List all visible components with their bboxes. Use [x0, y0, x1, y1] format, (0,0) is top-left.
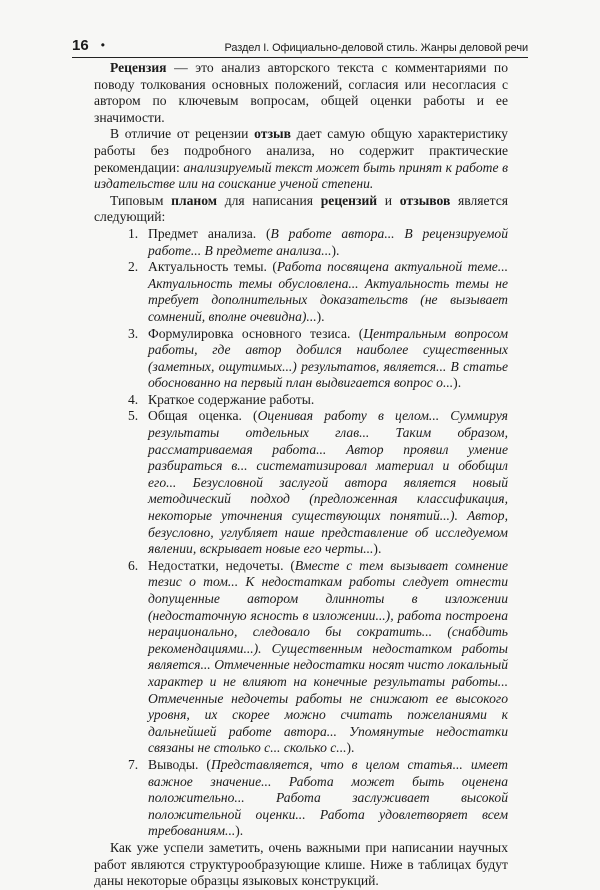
paragraph-review-definition: Рецензия — это анализ авторского текста с комментариями по поводу толкования основных положений, согласия или несогласия с автором по ключевым вопросам, общей оценки работы и ее значимости. [94, 60, 508, 125]
page-number: 16 [72, 37, 89, 54]
term-plan: планом [171, 192, 218, 208]
paragraph-conclusion: Как уже успели заметить, очень важными при написании научных работ являются структурообразующие клише. Ниже в таблицах будут даны некоторые образцы языковых конструкций. [94, 839, 508, 889]
list-item: 1. Предмет анализа. (В работе автора... В рецензируемой работе... В предмете анализа...). [128, 225, 508, 258]
header-bullet: • [100, 38, 105, 52]
paragraph-plan-intro: Типовым планом для написания рецензий и отзывов является следующий: [94, 192, 508, 225]
term-feedback: отзыв [254, 126, 291, 142]
list-item: 4. Краткое содержание работы. [128, 391, 315, 407]
term-reviews: рецензий [320, 192, 378, 208]
list-item: 2. Актуальность темы. (Работа посвящена актуальной теме... Актуальность темы обусловлена... Актуальность темы не требует дополнительных доказательств (не вызывает сомнений, вполне очевидна)...). [128, 259, 508, 324]
term-review: Рецензия [110, 60, 167, 75]
running-head: Раздел I. Официально-деловой стиль. Жанры деловой речи [224, 42, 528, 54]
list-item: 6. Недостатки, недочеты. (Вместе с тем вызывает сомнение тезис о том... К недостаткам работы следует отнести допущенные автором длинноты в изложении (недостаточную ясность в изложении...), работа построена нерационально, следовало бы сократить... (снабдить рекомендациями...). Существенным недостатком работы является... Отмеченные недостатки носят чисто локальный характер и не влияют на конечные результаты работы... Отмеченные недочеты работы не снижают ее высокого уровня, их скорее можно считать пожеланиями к дальнейшей работе автора... Упомянутые недостатки связаны не столько с... сколько с...). [128, 557, 509, 756]
list-item: 3. Формулировка основного тезиса. (Центральным вопросом работы, где автор добился наиболее существенных (заметных, ощутимых...) результатов, является... В статье обоснованно на первый план выдвигается вопрос о...). [128, 325, 509, 391]
list-item: 5. Общая оценка. (Оценивая работу в целом... Суммируя результаты отдельных глав... Таким образом, рассматриваемая работа... Автор проявил умение разбираться в... систематизировал материал и обобщил его... Безусловной заслугой автора является новый методический подход (предложенная классификация, некоторые уточнения существующих понятий...). Автор, безусловно, углубляет наше представление об исследуемом явлении, вскрывает новые его черты...). [128, 408, 508, 557]
list-item: 7. Выводы. (Представляется, что в целом статья... имеет важное значение... Работа может быть оценена положительно... Работа заслуживает высокой положительной оценки... Работа удовлетворяет всем требованиям...). [128, 756, 508, 839]
page-header [72, 32, 528, 58]
term-feedbacks: отзывов [399, 192, 451, 208]
body-text [94, 60, 508, 890]
plan-list [94, 226, 508, 840]
feedback-example: анализируемый текст может быть принят к работе в издательстве или на соискание ученой степени. [94, 159, 508, 192]
paragraph-feedback-definition: В отличие от рецензии отзыв дает самую общую характеристику работы без подробного анализа, но содержит практические рекомендации: анализируемый текст может быть принят к работе в издательстве или на соискание ученой степени. [94, 126, 508, 192]
